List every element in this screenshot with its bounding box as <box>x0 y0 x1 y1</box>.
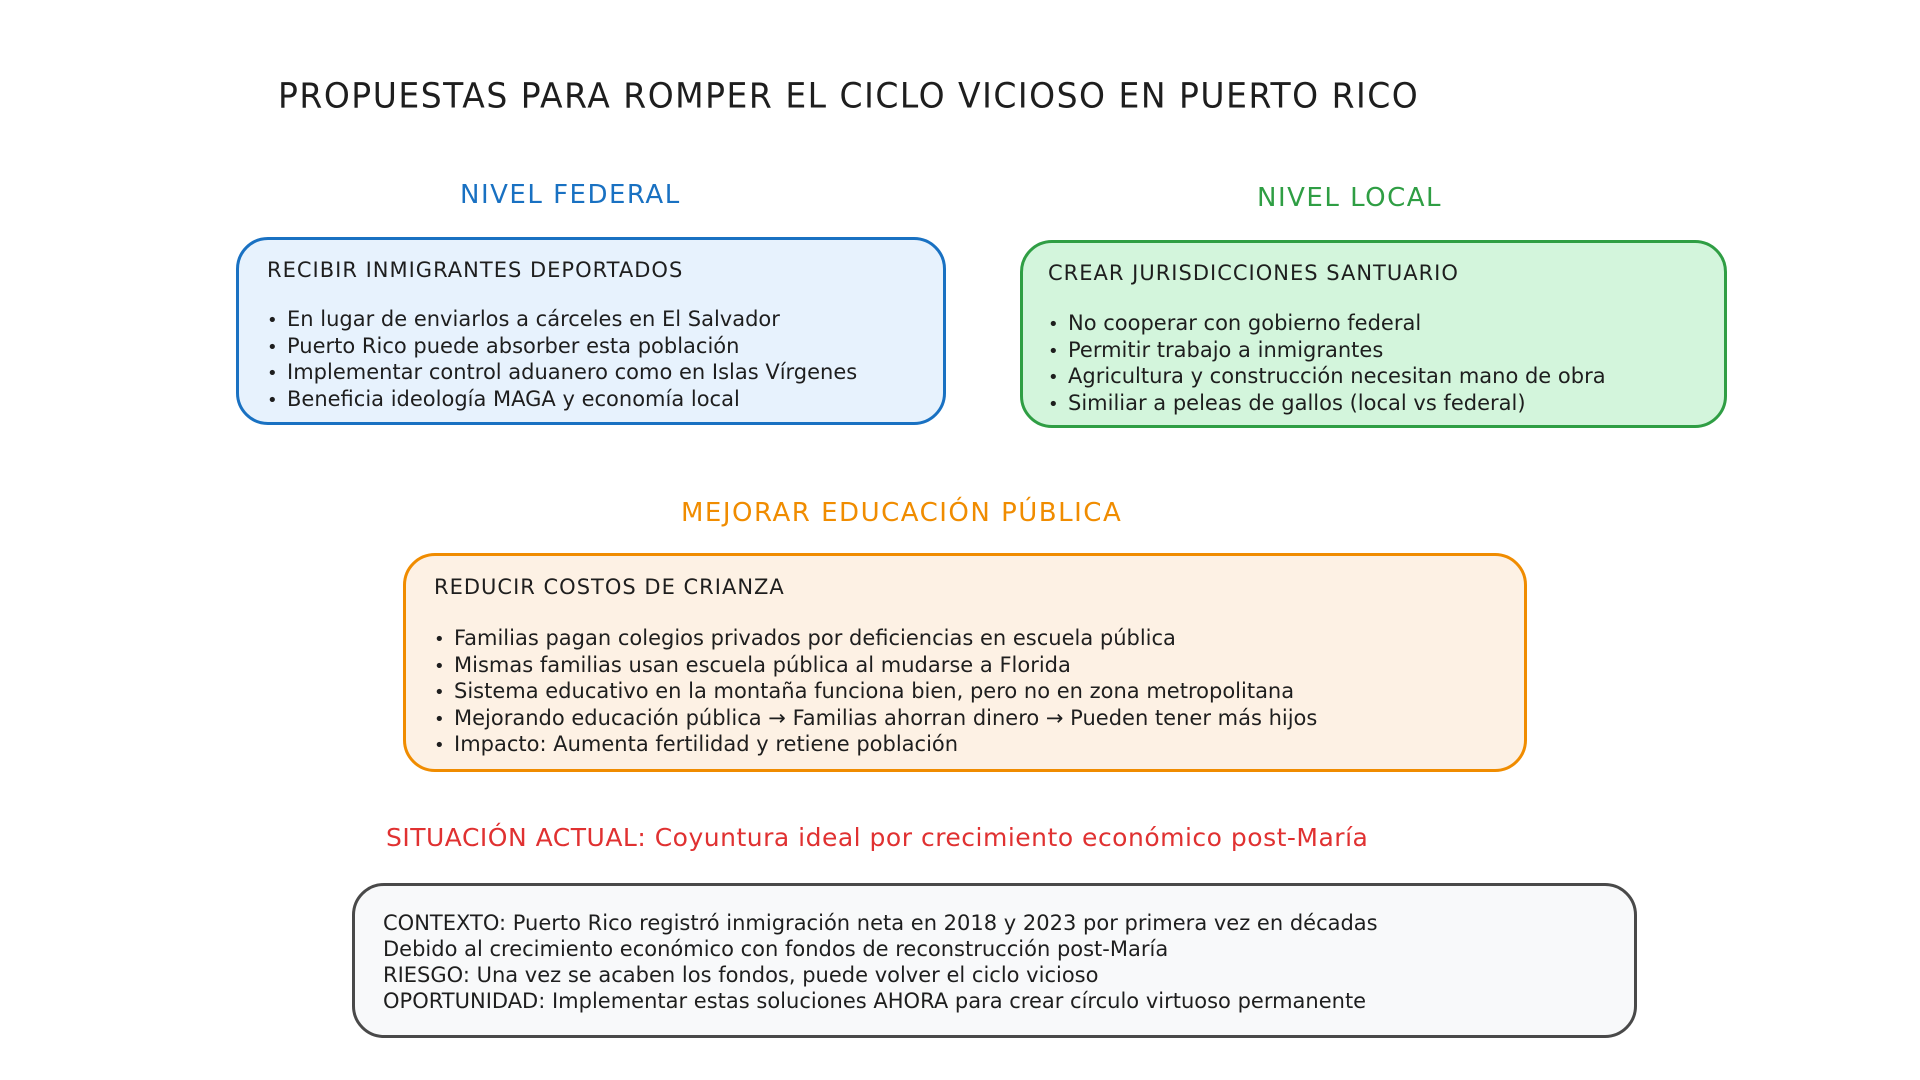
federal-proposal-box <box>236 237 946 425</box>
current-situation-box <box>352 883 1637 1038</box>
local-bullet-list <box>1048 311 1606 417</box>
local-bullet: • Similiar a peleas de gallos (local vs federal) <box>1048 391 1606 418</box>
situation-risk-line: RIESGO: Una vez se acaben los fondos, puede volver el ciclo vicioso <box>383 963 1099 987</box>
federal-bullet: • Beneficia ideología MAGA y economía local <box>267 387 857 414</box>
federal-bullet: • En lugar de enviarlos a cárceles en El Salvador <box>267 307 857 334</box>
education-proposal-box <box>403 553 1527 772</box>
federal-level-heading: NIVEL FEDERAL <box>460 180 681 210</box>
federal-bullet: • Implementar control aduanero como en Islas Vírgenes <box>267 360 857 387</box>
education-bullet-list <box>434 626 1317 759</box>
local-bullet: • Agricultura y construcción necesitan mano de obra <box>1048 364 1606 391</box>
education-box-title: REDUCIR COSTOS DE CRIANZA <box>434 575 785 599</box>
education-bullet: • Familias pagan colegios privados por deficiencias en escuela pública <box>434 626 1317 653</box>
local-bullet: • Permitir trabajo a inmigrantes <box>1048 338 1606 365</box>
local-level-heading: NIVEL LOCAL <box>1257 183 1443 213</box>
education-bullet: • Mismas familias usan escuela pública al mudarse a Florida <box>434 653 1317 680</box>
situation-cause-line: Debido al crecimiento económico con fondos de reconstrucción post-María <box>383 937 1169 961</box>
situation-opportunity-line: OPORTUNIDAD: Implementar estas soluciones AHORA para crear círculo virtuoso permanente <box>383 989 1367 1013</box>
federal-bullet-list <box>267 307 857 413</box>
education-heading: MEJORAR EDUCACIÓN PÚBLICA <box>681 498 1123 528</box>
education-bullet: • Sistema educativo en la montaña funciona bien, pero no en zona metropolitana <box>434 679 1317 706</box>
local-bullet: • No cooperar con gobierno federal <box>1048 311 1606 338</box>
situation-context-line: CONTEXTO: Puerto Rico registró inmigración neta en 2018 y 2023 por primera vez en décadas <box>383 911 1378 935</box>
federal-bullet: • Puerto Rico puede absorber esta población <box>267 334 857 361</box>
diagram-title: PROPUESTAS PARA ROMPER EL CICLO VICIOSO EN PUERTO RICO <box>278 75 1420 116</box>
federal-box-title: RECIBIR INMIGRANTES DEPORTADOS <box>267 258 684 282</box>
education-bullet: • Mejorando educación pública → Familias ahorran dinero → Pueden tener más hijos <box>434 706 1317 733</box>
local-box-title: CREAR JURISDICCIONES SANTUARIO <box>1048 261 1459 285</box>
situation-text-block <box>383 910 1378 1014</box>
current-situation-heading: SITUACIÓN ACTUAL: Coyuntura ideal por crecimiento económico post-María <box>386 823 1369 852</box>
local-proposal-box <box>1020 240 1727 428</box>
education-bullet: • Impacto: Aumenta fertilidad y retiene población <box>434 732 1317 759</box>
